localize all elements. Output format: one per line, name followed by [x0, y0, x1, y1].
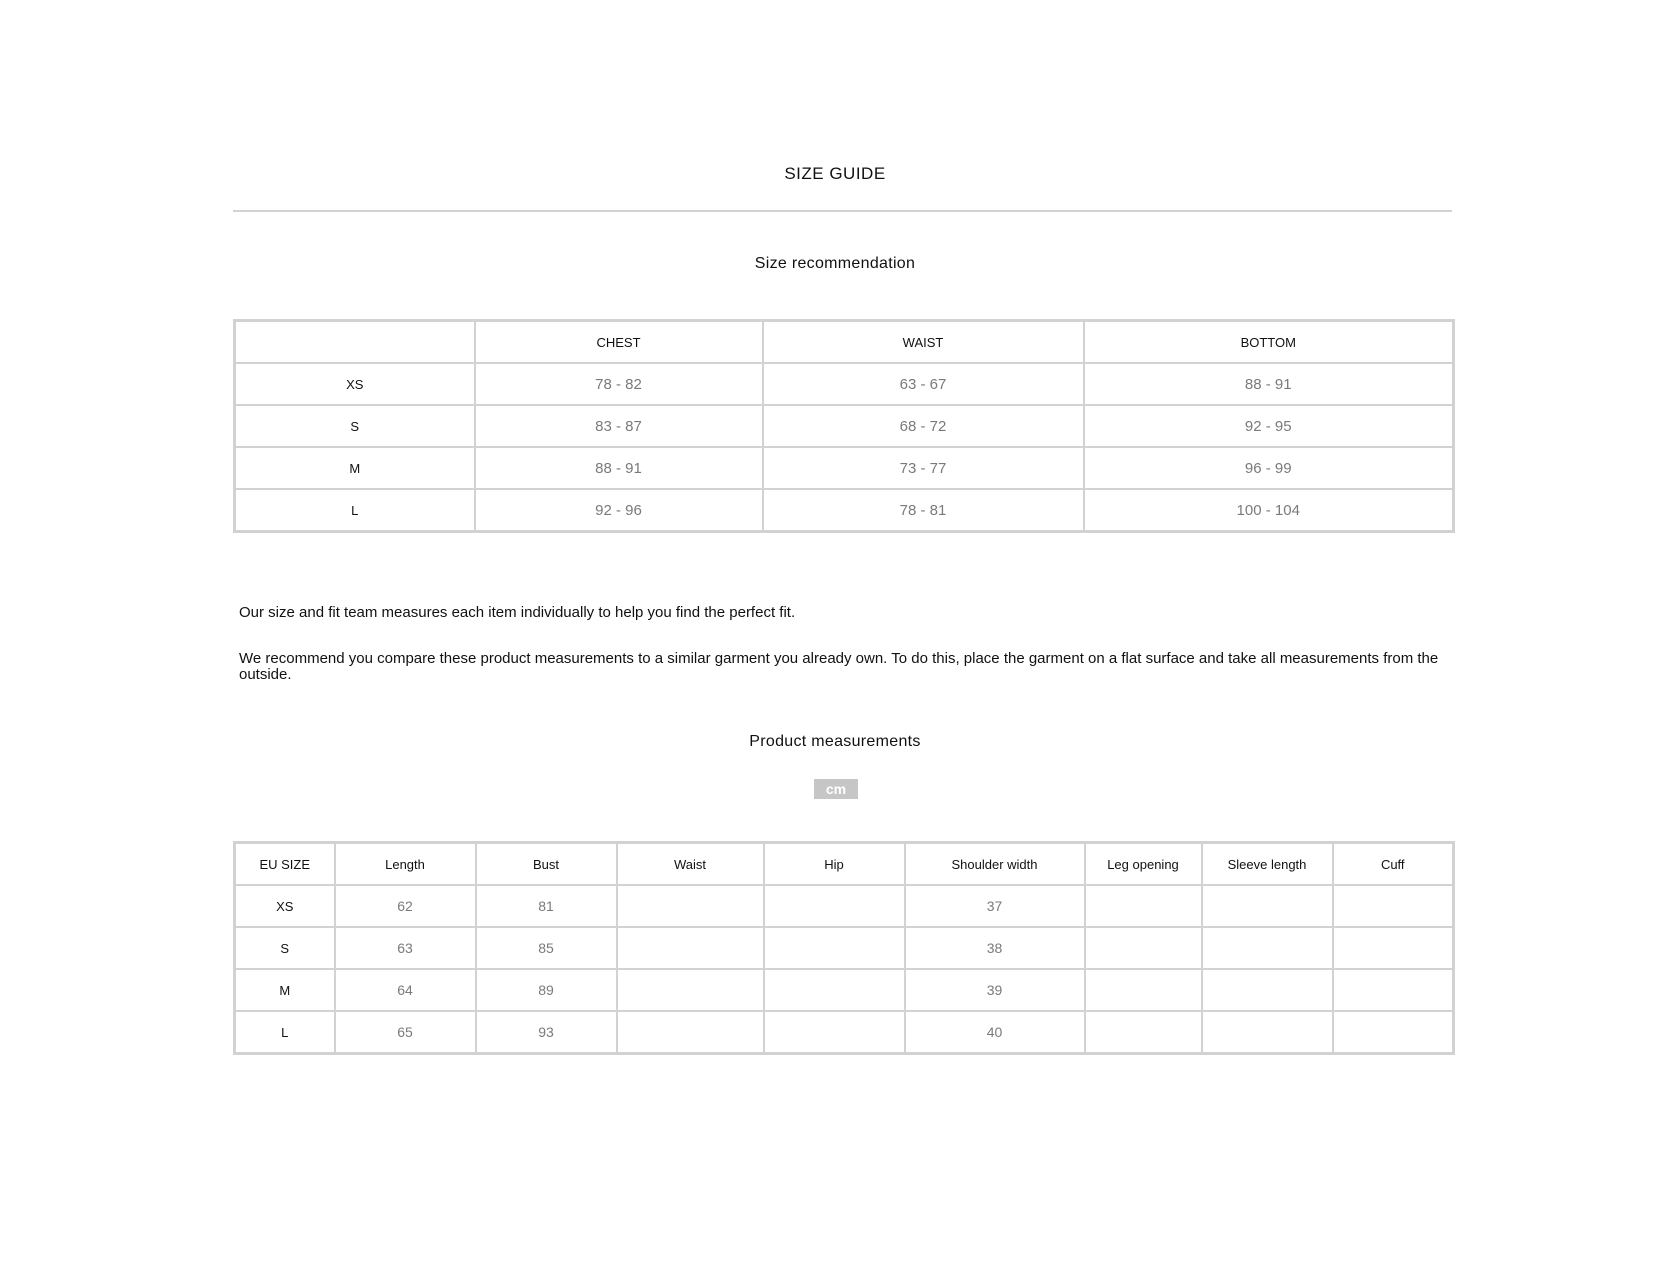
table-header-row — [235, 843, 1454, 886]
shoulder-width-value: 37 — [905, 885, 1085, 927]
product-measurements-heading: Product measurements — [749, 733, 921, 750]
length-value: 64 — [335, 969, 476, 1011]
column-header-bottom: BOTTOM — [1084, 321, 1454, 364]
bottom-value: 100 - 104 — [1084, 489, 1454, 532]
size-recommendation-table — [233, 319, 1455, 533]
size-label: L — [235, 489, 475, 532]
column-header-hip: Hip — [764, 843, 905, 886]
size-label: S — [235, 405, 475, 447]
product-measurements-table — [233, 841, 1455, 1055]
bottom-value: 88 - 91 — [1084, 363, 1454, 405]
table-row — [235, 363, 1454, 405]
bottom-value: 96 - 99 — [1084, 447, 1454, 489]
column-header-waist: Waist — [617, 843, 764, 886]
column-header-cuff: Cuff — [1333, 843, 1454, 886]
cuff-value — [1333, 969, 1454, 1011]
waist-value — [617, 969, 764, 1011]
sleeve-length-value — [1202, 885, 1333, 927]
size-label: S — [235, 927, 335, 969]
table-row — [235, 405, 1454, 447]
shoulder-width-value: 38 — [905, 927, 1085, 969]
leg-opening-value — [1085, 885, 1202, 927]
leg-opening-value — [1085, 927, 1202, 969]
hip-value — [764, 969, 905, 1011]
shoulder-width-value: 39 — [905, 969, 1085, 1011]
bust-value: 93 — [476, 1011, 617, 1054]
chest-value: 83 - 87 — [475, 405, 763, 447]
hip-value — [764, 927, 905, 969]
column-header-sleeve-length: Sleeve length — [1202, 843, 1333, 886]
column-header-chest: CHEST — [475, 321, 763, 364]
column-header-bust: Bust — [476, 843, 617, 886]
size-recommendation-heading: Size recommendation — [754, 255, 916, 272]
leg-opening-value — [1085, 969, 1202, 1011]
hip-value — [764, 885, 905, 927]
table-row — [235, 927, 1454, 969]
page-title: SIZE GUIDE — [784, 164, 886, 183]
table-header-row — [235, 321, 1454, 364]
waist-value: 68 - 72 — [763, 405, 1084, 447]
size-label: L — [235, 1011, 335, 1054]
waist-value — [617, 927, 764, 969]
bust-value: 89 — [476, 969, 617, 1011]
title-divider — [233, 210, 1452, 212]
column-header-length: Length — [335, 843, 476, 886]
waist-value: 78 - 81 — [763, 489, 1084, 532]
length-value: 62 — [335, 885, 476, 927]
column-header — [235, 321, 475, 364]
leg-opening-value — [1085, 1011, 1202, 1054]
hip-value — [764, 1011, 905, 1054]
column-header-waist: WAIST — [763, 321, 1084, 364]
sleeve-length-value — [1202, 969, 1333, 1011]
column-header-shoulder-width: Shoulder width — [905, 843, 1085, 886]
size-label: XS — [235, 363, 475, 405]
cuff-value — [1333, 885, 1454, 927]
cuff-value — [1333, 927, 1454, 969]
table-row — [235, 489, 1454, 532]
table-row — [235, 447, 1454, 489]
chest-value: 92 - 96 — [475, 489, 763, 532]
length-value: 65 — [335, 1011, 476, 1054]
waist-value: 73 - 77 — [763, 447, 1084, 489]
table-row — [235, 1011, 1454, 1054]
sleeve-length-value — [1202, 927, 1333, 969]
chest-value: 88 - 91 — [475, 447, 763, 489]
column-header-eu-size: EU SIZE — [235, 843, 335, 886]
cuff-value — [1333, 1011, 1454, 1054]
table-row — [235, 969, 1454, 1011]
column-header-leg-opening: Leg opening — [1085, 843, 1202, 886]
waist-value: 63 - 67 — [763, 363, 1084, 405]
shoulder-width-value: 40 — [905, 1011, 1085, 1054]
bust-value: 81 — [476, 885, 617, 927]
size-label: M — [235, 969, 335, 1011]
size-label: XS — [235, 885, 335, 927]
waist-value — [617, 1011, 764, 1054]
sleeve-length-value — [1202, 1011, 1333, 1054]
length-value: 63 — [335, 927, 476, 969]
size-label: M — [235, 447, 475, 489]
table-row — [235, 885, 1454, 927]
fit-team-note: Our size and fit team measures each item individually to help you find the perfect fit. — [239, 604, 796, 621]
chest-value: 78 - 82 — [475, 363, 763, 405]
unit-toggle-cm[interactable]: cm — [814, 779, 858, 799]
bottom-value: 92 - 95 — [1084, 405, 1454, 447]
measuring-instructions: We recommend you compare these product measurements to a similar garment you already own. To do this, place the garment on a flat surface and take all measurements from the outside. — [239, 650, 1439, 683]
bust-value: 85 — [476, 927, 617, 969]
waist-value — [617, 885, 764, 927]
